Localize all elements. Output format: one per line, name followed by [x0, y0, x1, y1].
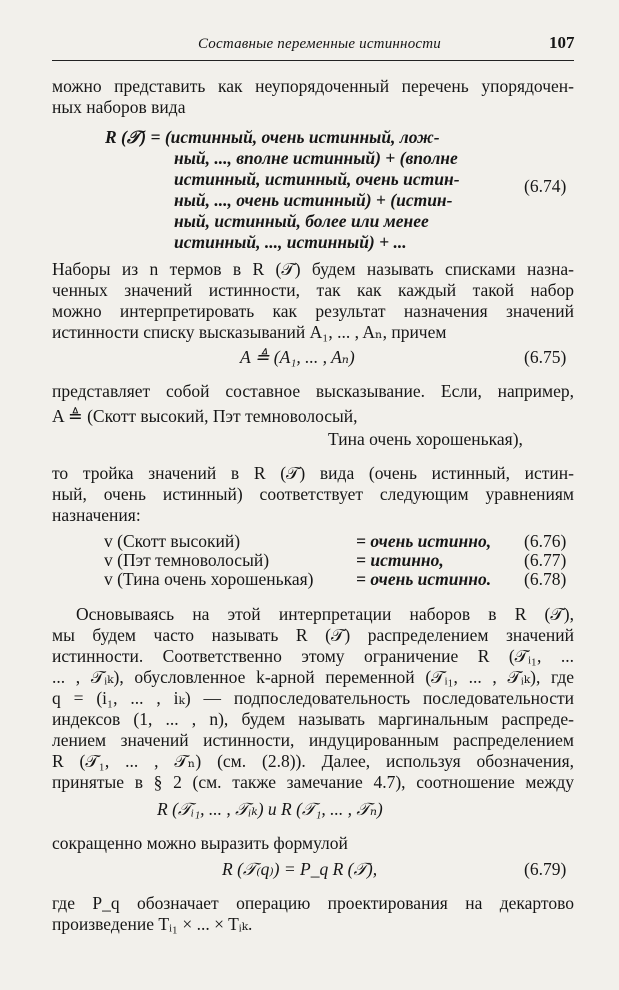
text-line: представляет собой составное высказывание. Если, например,: [52, 381, 574, 401]
text-line: можно представить как неупорядоченный перечень упорядочен-: [52, 76, 574, 96]
header-rule: [52, 60, 574, 61]
equation-line: истинный, ..., истинный) + ...: [174, 232, 407, 252]
equation-line: ный, ..., очень истинный) + (истин-: [174, 190, 453, 210]
text-line: истинности. Соответственно этому ограничение R (𝒯ᵢ₁, ...: [52, 646, 574, 666]
page-number: 107: [549, 33, 575, 52]
text-line: можно интерпретировать как результат назначения значений: [52, 301, 574, 321]
text-line: назначения:: [52, 505, 141, 525]
assignment-left: v (Тина очень хорошенькая): [104, 569, 314, 589]
text-line: произведение Tᵢ₁ × ... × Tᵢₖ.: [52, 914, 253, 934]
text-line: R (𝒯₁, ... , 𝒯ₙ) (см. (2.8)). Далее, используя обозначения,: [52, 751, 574, 771]
equation-line: ный, истинный, более или менее: [174, 211, 429, 231]
running-title: Составные переменные истинности: [198, 36, 441, 52]
equation-number: (6.74): [524, 176, 567, 196]
text-line: принятые в § 2 (см. также замечание 4.7), соотношение между: [52, 772, 574, 792]
equation-formula: R (𝒯₍q₎) = P_q R (𝒯),: [222, 859, 378, 879]
text-line: сокращенно можно выразить формулой: [52, 833, 348, 853]
equation-line: R (𝒯) = (истинный, очень истинный, лож-: [105, 127, 440, 147]
equation-display: R (𝒯ᵢ₁, ... , 𝒯ᵢₖ) и R (𝒯₁, ... , 𝒯ₙ): [157, 799, 383, 819]
text-line: где P_q обозначает операцию проектирования на декартово: [52, 893, 574, 913]
assignment-left: v (Скотт высокий): [104, 531, 241, 551]
text-line: Основываясь на этой интерпретации наборов в R (𝒯),: [76, 604, 574, 624]
text-line: мы будем часто называть R (𝒯) распределением значений: [52, 625, 574, 645]
equation-number: (6.77): [524, 550, 567, 570]
text-line: ... , 𝒯ᵢₖ), обусловленное k-арной переменной (𝒯ᵢ₁, ... , 𝒯ᵢₖ), где: [52, 667, 574, 687]
equation-number: (6.75): [524, 347, 567, 367]
assignment-right: = очень истинно.: [356, 569, 492, 589]
text-line: q = (i₁, ... , iₖ) — подпоследовательность последовательности: [52, 688, 574, 708]
text-line: то тройка значений в R (𝒯) вида (очень истинный, истин-: [52, 463, 574, 483]
text-line: ных наборов вида: [52, 97, 186, 117]
text-line: истинности списку высказываний A₁, ... , Aₙ, причем: [52, 322, 447, 342]
assignment-left: v (Пэт темноволосый): [104, 550, 270, 570]
text-line: Наборы из n термов в R (𝒯) будем называть списками назна-: [52, 259, 574, 279]
text-line: лением значений истинности, индуцированным распределением: [52, 730, 574, 750]
equation-line: ный, ..., вполне истинный) + (вполне: [174, 148, 458, 168]
text-line: ный, очень истинный) соответствует следующим уравнениям: [52, 484, 574, 504]
text-line: индексов (1, ... , n), будем называть маргинальным распреде-: [52, 709, 574, 729]
example-line: A ≜ (Скотт высокий, Пэт темноволосый,: [52, 406, 358, 426]
assignment-right: = очень истинно,: [356, 531, 492, 551]
text-line: ченных значений истинности, так как каждый такой набор: [52, 280, 574, 300]
equation-line: истинный, истинный, очень истин-: [174, 169, 460, 189]
equation-number: (6.79): [524, 859, 567, 879]
equation-formula: A ≜ (A₁, ... , Aₙ): [240, 347, 355, 367]
equation-number: (6.76): [524, 531, 567, 551]
example-line: Тина очень хорошенькая),: [328, 429, 523, 449]
assignment-right: = истинно,: [356, 550, 444, 570]
equation-number: (6.78): [524, 569, 567, 589]
